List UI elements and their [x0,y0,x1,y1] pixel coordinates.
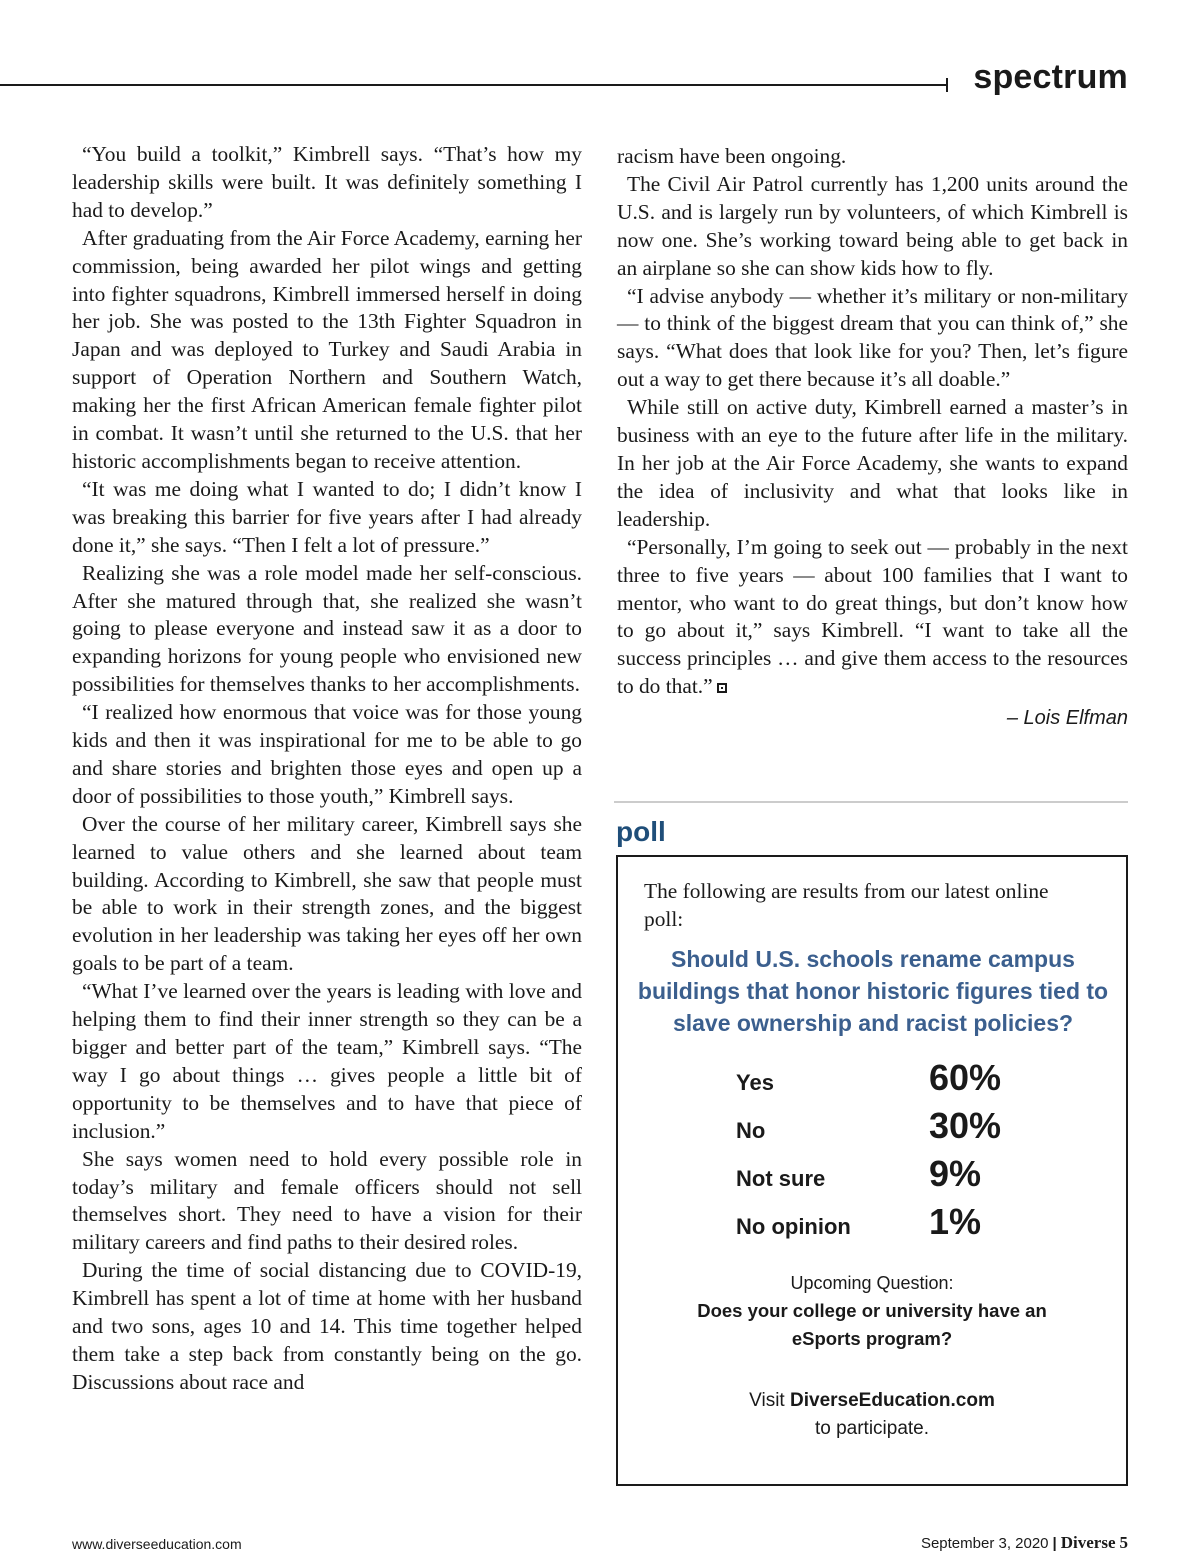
paragraph: She says women need to hold every possible role in today’s military and female officers should not sell themselves short. They need to have a vision for their military careers and find paths to their desired roles. [72,1146,582,1255]
byline: – Lois Elfman [1006,707,1128,730]
poll-box [616,855,1128,1486]
paragraph: Realizing she was a role model made her self-conscious. After she matured through that, she realized she wasn’t going to please everyone and instead saw it as a door to expanding horizons for young people who envisioned new possibilities for themselves thanks to her accomplishments. [72,560,582,697]
poll-result-row [736,1153,1036,1201]
visit-prefix: Visit [749,1390,785,1411]
poll-result-row [736,1105,1036,1153]
paragraph: Over the course of her military career, Kimbrell says she learned to value others and she learned about team building. According to Kimbrell, she saw that people must be able to work in their strength zones, and the biggest evolution in her leadership was taking her eyes off her own goals to be part of a team. [72,811,582,976]
poll-result-label: No [736,1118,766,1143]
visit-suffix: to participate. [814,1418,930,1439]
poll-result-label: Yes [736,1070,774,1095]
paragraph: “I realized how enormous that voice was for those young kids and then it was inspirational for me to be able to go and share stories and brighten those eyes and open up a door of possibilities to those youth,” Kimbrell says. [72,700,582,808]
paragraph: racism have been ongoing. [617,144,847,168]
footer-folio [921,1533,1128,1553]
poll-results [736,1057,1036,1249]
paragraph: “You build a toolkit,” Kimbrell says. “That’s how my leadership skills were built. It was definitely something I had to develop.” [72,142,582,222]
poll-result-value: 1% [929,1201,982,1242]
article-left-column [72,141,582,1397]
paragraph: “What I’ve learned over the years is leading with love and helping them to find their inner strength so they can be a bigger and better part of the team,” Kimbrell says. “The way I go about things … gives people a little bit of opportunity to be themselves and to have that piece of inclusion.” [72,979,582,1143]
poll-label: poll [616,816,666,847]
final-paragraph [617,534,1128,701]
paragraph: While still on active duty, Kimbrell earned a master’s in business with an eye to the future after life in the military. In her job at the Air Force Academy, she wants to expand the idea of inclusivity and what that looks like in leadership. [617,395,1128,531]
poll-result-label: Not sure [736,1166,826,1191]
visit-site-link[interactable]: DiverseEducation.com [790,1390,995,1411]
footer-separator: | [1052,1535,1057,1552]
header-rule-tick [946,78,948,92]
poll-result-row [736,1201,1036,1249]
visit-note [618,1387,1126,1443]
footer-url[interactable]: www.diverseeducation.com [72,1536,242,1552]
paragraph: After graduating from the Air Force Academy, earning her commission, being awarded her pilot wings and getting into fighter squadrons, Kimbrell immersed herself in doing her job. She was posted to the 13th Fighter Squadron in Japan and was deployed to Turkey and Saudi Arabia in support of Operation Northern and Southern Watch, making her the first African American female fighter pilot in combat. It wasn’t until she returned to the U.S. that her historic accomplishments began to receive attention. [72,225,582,473]
footer-date: September 3, 2020 [920,1535,1049,1552]
poll-result-value: 60% [929,1057,1002,1098]
paragraph: During the time of social distancing due to COVID-19, Kimbrell has spent a lot of time at home with her husband and two sons, ages 10 and 14. This time together helped them take a step back from constantly being on the go. Discussions about race and [72,1258,582,1394]
upcoming-question: Does your college or university have an eSports program? [697,1300,1047,1349]
poll-result-value: 9% [929,1153,982,1194]
poll-result-label: No opinion [736,1214,851,1239]
header-rule [0,84,948,86]
article-right-column [617,143,1128,733]
footer-page-number: 5 [1119,1533,1128,1552]
paragraph: The Civil Air Patrol currently has 1,200 units around the U.S. and is largely run by volunteers, of which Kimbrell is now one. She’s working toward being able to get back in an airplane so she can show kids how to fly. [617,171,1128,280]
section-label: spectrum [973,58,1128,96]
upcoming-label: Upcoming Question: [790,1273,954,1293]
poll-divider [614,801,1128,803]
poll-intro: The following are results from our latest online poll: [644,879,1049,931]
poll-question: Should U.S. schools rename campus buildings that honor historic figures tied to slave ownership and racist policies? [637,946,1109,1036]
footer-magazine: Diverse [1060,1533,1116,1552]
end-mark-icon [717,683,727,693]
paragraph-text: “Personally, I’m going to seek out — probably in the next three to five years — about 100 families that I want to mentor, who want to do great things, but don’t know how to go about it,” says Kimbrell. “I want to take all the success principles … and give them access to the resources to do that.” [617,534,1128,699]
paragraph: “It was me doing what I wanted to do; I didn’t know I was breaking this barrier for five years after I had already done it,” she says. “Then I felt a lot of pressure.” [72,476,582,557]
paragraph: “I advise anybody — whether it’s military or non-military — to think of the biggest dream that you can think of,” she says. “What does that look like for you? Then, let’s figure out a way to get there because it’s all doable.” [617,283,1128,392]
poll-result-value: 30% [929,1105,1002,1146]
poll-result-row [736,1057,1036,1105]
